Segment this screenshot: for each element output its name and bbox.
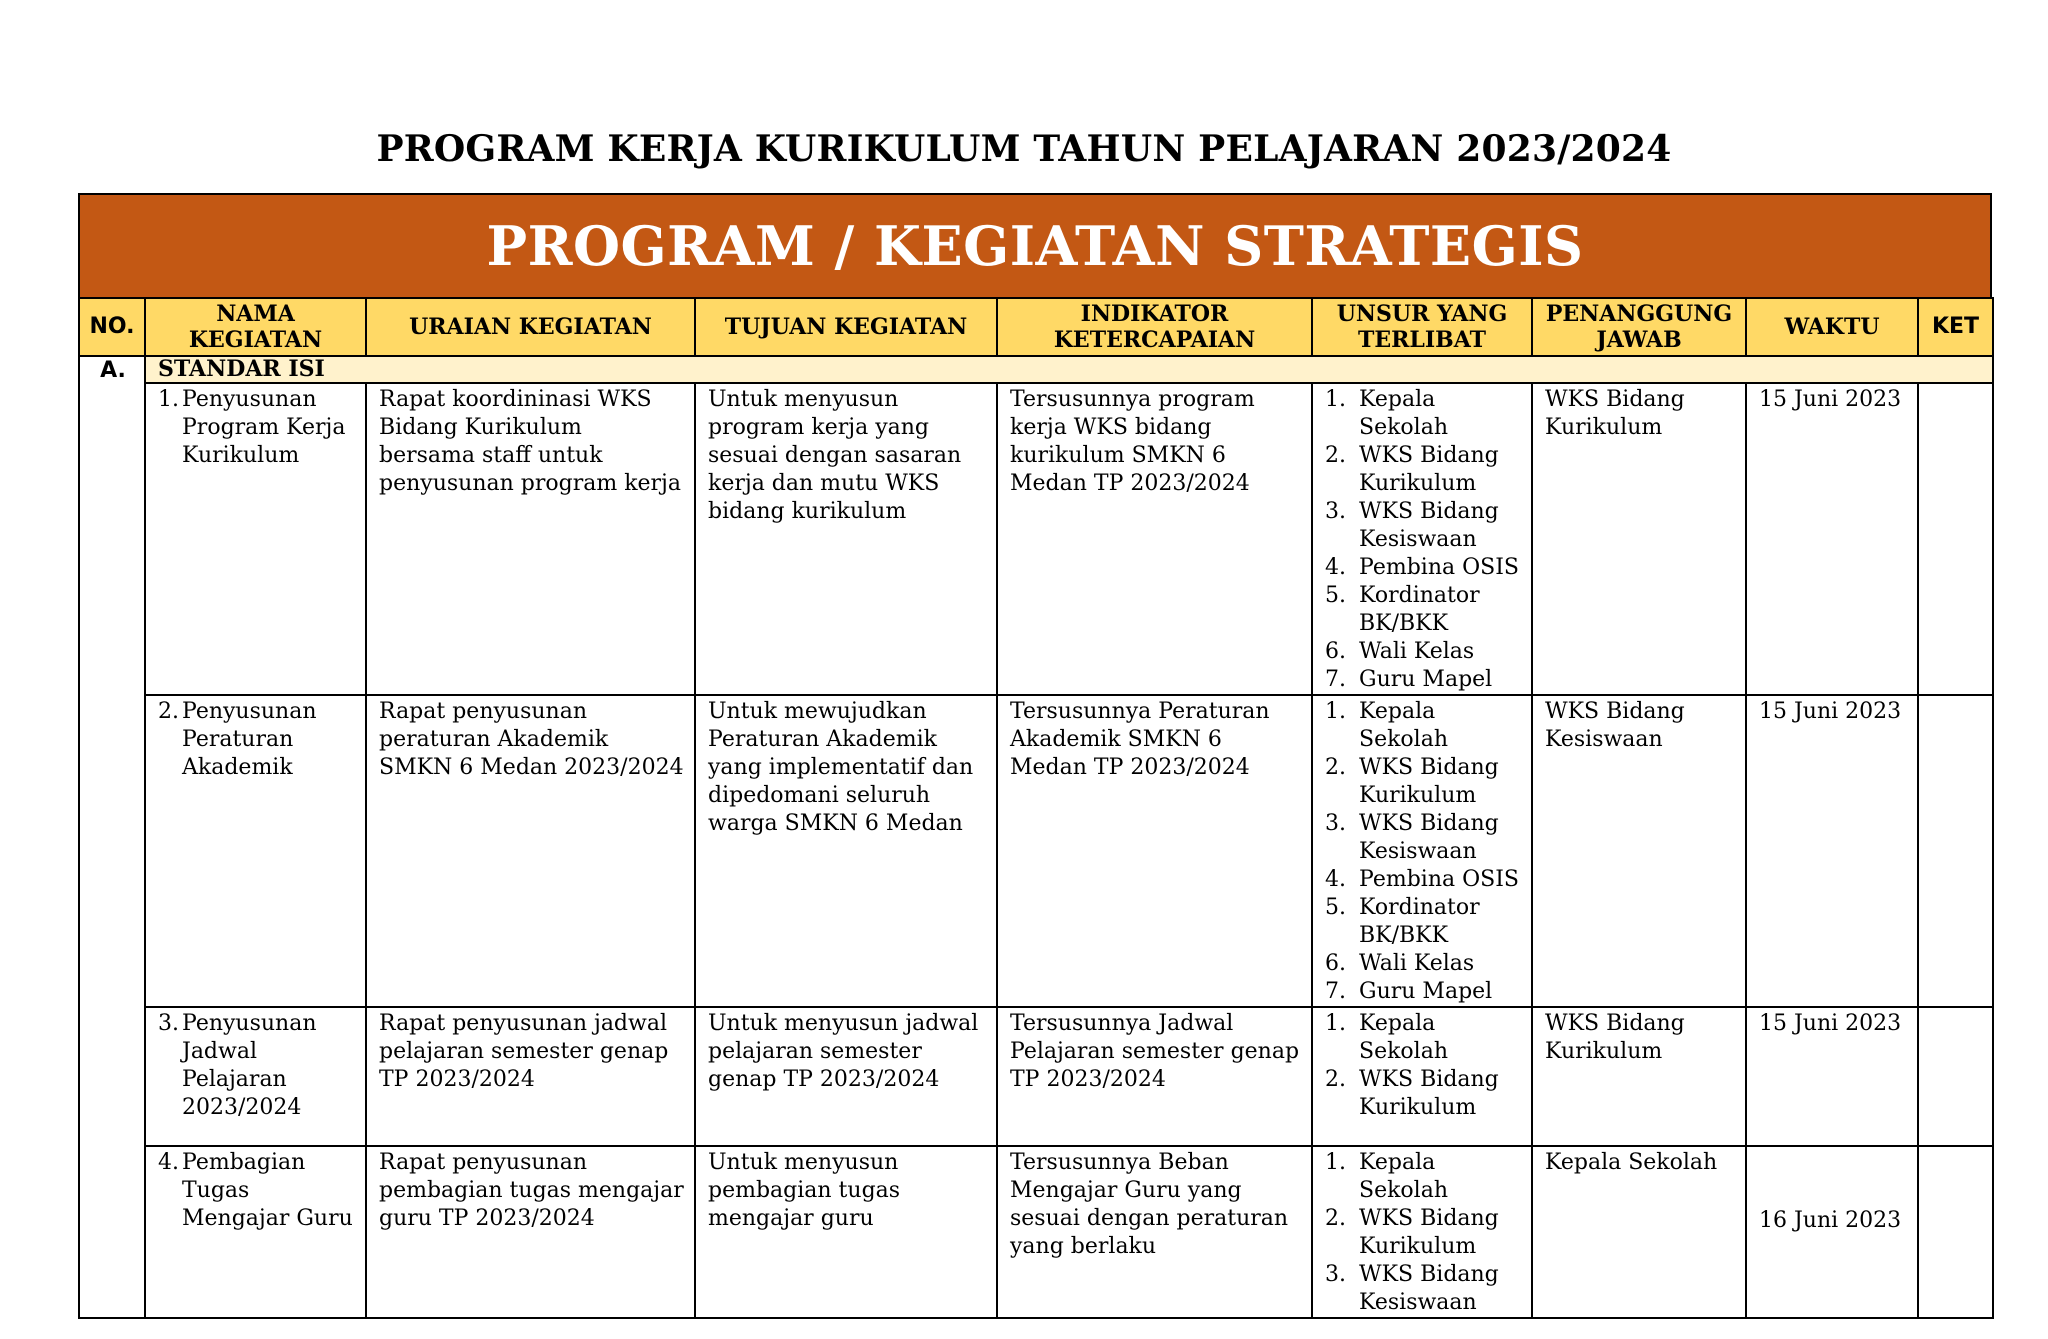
header-nama-kegiatan: NAMA KEGIATAN: [145, 298, 366, 356]
activity-name: Penyusunan Jadwal Pelajaran 2023/2024: [182, 1011, 317, 1120]
list-text: WKS Bidang Kurikulum: [1359, 1206, 1499, 1259]
ket-cell: [1918, 1146, 1993, 1318]
list-number: 2.: [1325, 755, 1346, 780]
header-indikator: INDIKATOR KETERCAPAIAN: [997, 298, 1312, 356]
list-number: 2.: [1325, 1067, 1346, 1092]
list-text: WKS Bidang Kesiswaan: [1359, 1262, 1499, 1315]
waktu-cell: 15 Juni 2023: [1746, 383, 1918, 695]
list-number: 3.: [1325, 1262, 1346, 1287]
indikator-cell: Tersusunnya Beban Mengajar Guru yang sesuai dengan peraturan yang berlaku: [997, 1146, 1312, 1318]
header-waktu: WAKTU: [1746, 298, 1918, 356]
unsur-list: [1325, 1010, 1521, 1122]
list-item: [1325, 754, 1521, 810]
tujuan-cell: Untuk menyusun program kerja yang sesuai dengan sasaran kerja dan mutu WKS bidang kurikulum: [695, 383, 997, 695]
list-number: 2.: [1325, 443, 1346, 468]
tujuan-cell: Untuk menyusun pembagian tugas mengajar guru: [695, 1146, 997, 1318]
unsur-cell: [1312, 1007, 1532, 1146]
list-item: [1325, 1149, 1521, 1205]
list-text: WKS Bidang Kesiswaan: [1359, 811, 1499, 864]
list-text: Kepala Sekolah: [1359, 1150, 1448, 1203]
activity-name: Penyusunan Program Kerja Kurikulum: [182, 387, 346, 468]
list-number: 7.: [1325, 979, 1346, 1004]
list-item: [1325, 442, 1521, 498]
header-tujuan-kegiatan: TUJUAN KEGIATAN: [695, 298, 997, 356]
list-text: Kepala Sekolah: [1359, 387, 1448, 440]
uraian-cell: Rapat koordininasi WKS Bidang Kurikulum bersama staff untuk penyusunan program kerja: [366, 383, 695, 695]
table-row: [79, 1007, 1993, 1146]
list-number: 5.: [1325, 895, 1346, 920]
list-text: WKS Bidang Kurikulum: [1359, 443, 1499, 496]
list-item: [1325, 554, 1521, 582]
document-title: PROGRAM KERJA KURIKULUM TAHUN PELAJARAN 2023/2024: [376, 128, 1672, 170]
penanggung-cell: WKS Bidang Kurikulum: [1532, 383, 1746, 695]
list-number: 4.: [1325, 867, 1346, 892]
program-table: [78, 297, 1994, 1319]
penanggung-cell: WKS Bidang Kesiswaan: [1532, 695, 1746, 1007]
list-item: [1325, 498, 1521, 554]
list-number: 3.: [1325, 499, 1346, 524]
list-text: Pembina OSIS: [1359, 555, 1519, 580]
ket-cell: [1918, 695, 1993, 1007]
ket-cell: [1918, 1007, 1993, 1146]
waktu-cell: 15 Juni 2023: [1746, 1007, 1918, 1146]
activity-name: Pembagian Tugas Mengajar Guru: [182, 1150, 353, 1231]
list-text: Wali Kelas: [1359, 639, 1475, 664]
section-label: STANDAR ISI: [145, 356, 1993, 383]
list-number: 1.: [1325, 699, 1346, 724]
section-row: [79, 356, 1993, 383]
program-banner: PROGRAM / KEGIATAN STRATEGIS: [78, 193, 1992, 297]
uraian-cell: Rapat penyusunan peraturan Akademik SMKN 6 Medan 2023/2024: [366, 695, 695, 1007]
list-item: [1325, 666, 1521, 694]
list-text: Guru Mapel: [1359, 979, 1493, 1004]
list-text: Kordinator BK/BKK: [1359, 895, 1480, 948]
list-text: Pembina OSIS: [1359, 867, 1519, 892]
list-item: [1325, 866, 1521, 894]
unsur-cell: [1312, 383, 1532, 695]
list-number: 5.: [1325, 583, 1346, 608]
unsur-cell: [1312, 1146, 1532, 1318]
nama-kegiatan-cell: [145, 1146, 366, 1318]
header-penanggung-jawab: PENANGGUNG JAWAB: [1532, 298, 1746, 356]
list-number: 1.: [1325, 1011, 1346, 1036]
list-item: [1325, 1010, 1521, 1066]
list-number: 7.: [1325, 667, 1346, 692]
uraian-cell: Rapat penyusunan pembagian tugas mengajar guru TP 2023/2024: [366, 1146, 695, 1318]
penanggung-cell: Kepala Sekolah: [1532, 1146, 1746, 1318]
table-row: [79, 1146, 1993, 1318]
activity-number: 2.: [158, 699, 179, 724]
unsur-list: [1325, 1149, 1521, 1317]
header-unsur: UNSUR YANG TERLIBAT: [1312, 298, 1532, 356]
list-text: WKS Bidang Kurikulum: [1359, 755, 1499, 808]
activity-number: 1.: [158, 387, 179, 412]
tujuan-cell: Untuk mewujudkan Peraturan Akademik yang implementatif dan dipedomani seluruh warga SMKN 6 Medan: [695, 695, 997, 1007]
nama-kegiatan-cell: [145, 383, 366, 695]
list-item: [1325, 1261, 1521, 1317]
list-item: [1325, 698, 1521, 754]
list-text: Guru Mapel: [1359, 667, 1493, 692]
table-header-row: [79, 298, 1993, 356]
activity-number: 3.: [158, 1011, 179, 1036]
list-item: [1325, 582, 1521, 638]
list-text: Wali Kelas: [1359, 951, 1475, 976]
indikator-cell: Tersusunnya program kerja WKS bidang kurikulum SMKN 6 Medan TP 2023/2024: [997, 383, 1312, 695]
header-uraian-kegiatan: URAIAN KEGIATAN: [366, 298, 695, 356]
list-text: WKS Bidang Kurikulum: [1359, 1067, 1499, 1120]
waktu-cell: 15 Juni 2023: [1746, 695, 1918, 1007]
table-row: [79, 695, 1993, 1007]
unsur-list: [1325, 386, 1521, 694]
nama-kegiatan-cell: [145, 695, 366, 1007]
list-number: 3.: [1325, 811, 1346, 836]
list-item: [1325, 386, 1521, 442]
waktu-text: 16 Juni 2023: [1759, 1208, 1902, 1233]
list-number: 6.: [1325, 951, 1346, 976]
ket-cell: [1918, 383, 1993, 695]
indikator-cell: Tersusunnya Peraturan Akademik SMKN 6 Medan TP 2023/2024: [997, 695, 1312, 1007]
list-item: [1325, 894, 1521, 950]
uraian-cell: Rapat penyusunan jadwal pelajaran semester genap TP 2023/2024: [366, 1007, 695, 1146]
list-item: [1325, 1066, 1521, 1122]
table-row: [79, 383, 1993, 695]
tujuan-cell: Untuk menyusun jadwal pelajaran semester genap TP 2023/2024: [695, 1007, 997, 1146]
list-item: [1325, 1205, 1521, 1261]
list-text: Kepala Sekolah: [1359, 1011, 1448, 1064]
section-number: A.: [79, 356, 145, 1318]
list-number: 4.: [1325, 555, 1346, 580]
activity-name: Penyusunan Peraturan Akademik: [182, 699, 317, 780]
list-number: 6.: [1325, 639, 1346, 664]
unsur-cell: [1312, 695, 1532, 1007]
indikator-cell: Tersusunnya Jadwal Pelajaran semester genap TP 2023/2024: [997, 1007, 1312, 1146]
nama-kegiatan-cell: [145, 1007, 366, 1146]
list-item: [1325, 950, 1521, 978]
penanggung-cell: WKS Bidang Kurikulum: [1532, 1007, 1746, 1146]
list-item: [1325, 810, 1521, 866]
list-number: 2.: [1325, 1206, 1346, 1231]
list-item: [1325, 978, 1521, 1006]
list-item: [1325, 638, 1521, 666]
unsur-list: [1325, 698, 1521, 1006]
list-text: Kordinator BK/BKK: [1359, 583, 1480, 636]
header-ket: KET: [1918, 298, 1993, 356]
list-text: WKS Bidang Kesiswaan: [1359, 499, 1499, 552]
list-number: 1.: [1325, 1150, 1346, 1175]
header-no: NO.: [79, 298, 145, 356]
list-number: 1.: [1325, 387, 1346, 412]
activity-number: 4.: [158, 1150, 179, 1175]
waktu-cell: [1746, 1146, 1918, 1318]
list-text: Kepala Sekolah: [1359, 699, 1448, 752]
